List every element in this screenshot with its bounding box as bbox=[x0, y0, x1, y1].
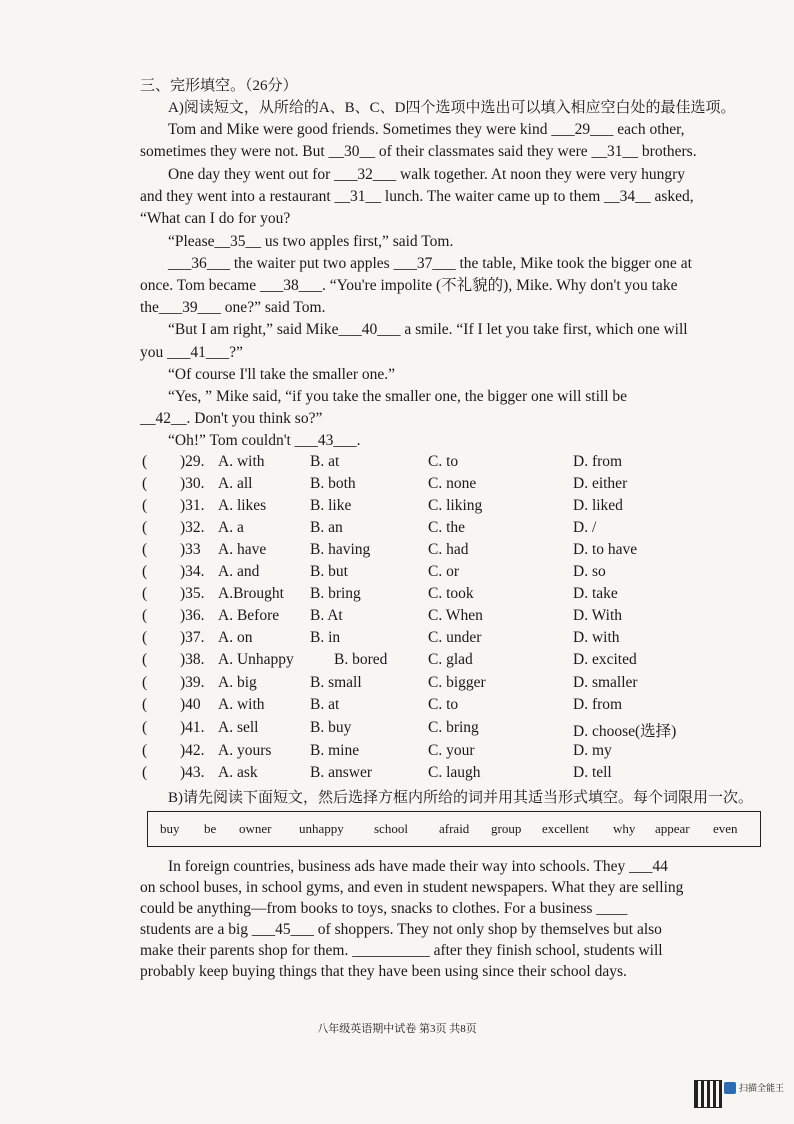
option-d: D. from bbox=[573, 696, 623, 713]
answer-bracket: ( bbox=[142, 585, 148, 602]
question-number: )32. bbox=[180, 519, 205, 536]
option-c: C. liking bbox=[428, 497, 483, 514]
option-a: A. and bbox=[218, 563, 260, 580]
answer-bracket: ( bbox=[142, 719, 148, 736]
option-b: B. small bbox=[310, 674, 362, 691]
option-a: A. have bbox=[218, 541, 267, 558]
option-d: D. With bbox=[573, 607, 623, 624]
option-d: D. my bbox=[573, 742, 612, 759]
word-box-item: school bbox=[374, 821, 408, 836]
answer-bracket: ( bbox=[142, 453, 148, 470]
option-b: B. in bbox=[310, 629, 341, 646]
answer-bracket: ( bbox=[142, 497, 148, 514]
option-d: D. liked bbox=[573, 497, 623, 514]
passage-a-line: once. Tom became ___38___. “You're impolite (不礼貌的), Mike. Why don't you take bbox=[140, 277, 678, 294]
option-b: B. but bbox=[310, 563, 348, 580]
question-row bbox=[0, 519, 794, 541]
option-a: A. ask bbox=[218, 764, 258, 781]
option-a: A.Brought bbox=[218, 585, 284, 602]
word-box-item: unhappy bbox=[299, 821, 344, 836]
word-box-item: even bbox=[713, 821, 738, 836]
question-number: )41. bbox=[180, 719, 205, 736]
question-row bbox=[0, 475, 794, 497]
option-d: D. tell bbox=[573, 764, 612, 781]
question-row bbox=[0, 696, 794, 718]
scanner-app-name: 扫描全能王 bbox=[739, 1083, 785, 1093]
passage-a-line: “Yes, ” Mike said, “if you take the smaller one, the bigger one will still be bbox=[168, 388, 628, 405]
option-a: A. a bbox=[218, 519, 244, 536]
option-c: C. took bbox=[428, 585, 474, 602]
option-d: D. from bbox=[573, 453, 623, 470]
option-b: B. at bbox=[310, 453, 340, 470]
answer-bracket: ( bbox=[142, 742, 148, 759]
answer-bracket: ( bbox=[142, 563, 148, 580]
option-c: C. the bbox=[428, 519, 466, 536]
option-a: A. Before bbox=[218, 607, 280, 624]
question-row bbox=[0, 563, 794, 585]
part-a-instruction: A)阅读短文，从所给的A、B、C、D四个选项中选出可以填入相应空白处的最佳选项。 bbox=[168, 100, 736, 116]
question-row bbox=[0, 674, 794, 696]
option-d: D. with bbox=[573, 629, 620, 646]
option-c: C. laugh bbox=[428, 764, 481, 781]
option-d: D. / bbox=[573, 519, 597, 536]
question-number: )33 bbox=[180, 541, 201, 558]
option-c: C. bigger bbox=[428, 674, 486, 691]
answer-bracket: ( bbox=[142, 607, 148, 624]
answer-bracket: ( bbox=[142, 696, 148, 713]
option-a: A. big bbox=[218, 674, 257, 691]
passage-a-line: the___39___ one?” said Tom. bbox=[140, 299, 326, 316]
passage-a-line: and they went into a restaurant __31__ lunch. The waiter came up to them __34__ asked, bbox=[140, 188, 694, 205]
word-box-item: why bbox=[613, 821, 636, 836]
question-number: )30. bbox=[180, 475, 205, 492]
word-box bbox=[147, 811, 761, 847]
page-footer: 八年级英语期中试卷 第3页 共8页 bbox=[317, 1023, 477, 1035]
passage-a-line: Tom and Mike were good friends. Sometimes they were kind ___29___ each other, bbox=[168, 121, 685, 138]
option-a: A. all bbox=[218, 475, 253, 492]
qr-code-icon bbox=[694, 1080, 722, 1108]
option-b: B. bring bbox=[310, 585, 361, 602]
question-row bbox=[0, 497, 794, 519]
question-row bbox=[0, 629, 794, 651]
passage-a-line: ___36___ the waiter put two apples ___37___ the table, Mike took the bigger one at bbox=[168, 255, 692, 272]
question-number: )42. bbox=[180, 742, 205, 759]
passage-b-line: probably keep buying things that they have been using since their school days. bbox=[140, 963, 627, 980]
option-b: B. like bbox=[310, 497, 352, 514]
word-box-item: be bbox=[204, 821, 217, 836]
answer-bracket: ( bbox=[142, 475, 148, 492]
option-d: D. smaller bbox=[573, 674, 638, 691]
option-a: A. on bbox=[218, 629, 253, 646]
question-number: )38. bbox=[180, 651, 205, 668]
section-title: 三、完形填空。（26分） bbox=[140, 78, 298, 94]
passage-b-line: In foreign countries, business ads have made their way into schools. They ___44 bbox=[168, 858, 668, 875]
question-row bbox=[0, 453, 794, 475]
question-number: )35. bbox=[180, 585, 205, 602]
option-b: B. mine bbox=[310, 742, 360, 759]
option-b: B. having bbox=[310, 541, 371, 558]
passage-a-line: __42__. Don't you think so?” bbox=[140, 410, 323, 427]
option-b: B. At bbox=[310, 607, 343, 624]
part-b-instruction: B)请先阅读下面短文，然后选择方框内所给的词并用其适当形式填空。每个词限用一次。 bbox=[168, 790, 754, 806]
passage-b-line: on school buses, in school gyms, and even in student newspapers. What they are selling bbox=[140, 879, 684, 896]
answer-bracket: ( bbox=[142, 629, 148, 646]
option-c: C. your bbox=[428, 742, 475, 759]
option-d: D. to have bbox=[573, 541, 638, 558]
option-a: A. Unhappy bbox=[218, 651, 294, 668]
option-c: C. bring bbox=[428, 719, 479, 736]
question-number: )39. bbox=[180, 674, 205, 691]
passage-a-line: “What can I do for you? bbox=[140, 210, 291, 227]
passage-b-line: make their parents shop for them. __________ after they finish school, students will bbox=[140, 942, 663, 959]
question-row bbox=[0, 541, 794, 563]
option-b: B. answer bbox=[310, 764, 372, 781]
word-box-item: buy bbox=[160, 821, 180, 836]
option-d: D. excited bbox=[573, 651, 637, 668]
option-a: A. likes bbox=[218, 497, 267, 514]
passage-a-line: “But I am right,” said Mike___40___ a smile. “If I let you take first, which one will bbox=[168, 321, 688, 338]
option-b: B. bored bbox=[334, 651, 388, 668]
passage-a-line: “Please__35__ us two apples first,” said Tom. bbox=[168, 233, 454, 250]
passage-b-line: students are a big ___45___ of shoppers. They not only shop by themselves but also bbox=[140, 921, 662, 938]
passage-a-line: “Oh!” Tom couldn't ___43___. bbox=[168, 432, 361, 449]
option-c: C. glad bbox=[428, 651, 473, 668]
option-d: D. so bbox=[573, 563, 606, 580]
option-b: B. both bbox=[310, 475, 356, 492]
question-number: )36. bbox=[180, 607, 205, 624]
option-a: A. sell bbox=[218, 719, 259, 736]
word-box-item: excellent bbox=[542, 821, 589, 836]
option-a: A. with bbox=[218, 696, 265, 713]
answer-bracket: ( bbox=[142, 651, 148, 668]
question-number: )43. bbox=[180, 764, 205, 781]
option-c: C. or bbox=[428, 563, 459, 580]
question-row bbox=[0, 719, 794, 741]
question-number: )34. bbox=[180, 563, 205, 580]
option-b: B. an bbox=[310, 519, 343, 536]
passage-a-line: One day they went out for ___32___ walk together. At noon they were very hungry bbox=[168, 166, 685, 183]
question-number: )40 bbox=[180, 696, 201, 713]
passage-a-line: “Of course I'll take the smaller one.” bbox=[168, 366, 396, 383]
option-c: C. to bbox=[428, 453, 459, 470]
word-box-item: afraid bbox=[439, 821, 470, 836]
question-row bbox=[0, 651, 794, 673]
option-d: D. choose(选择) bbox=[573, 723, 677, 740]
option-b: B. at bbox=[310, 696, 340, 713]
answer-bracket: ( bbox=[142, 674, 148, 691]
passage-a-line: you ___41___?” bbox=[140, 344, 243, 361]
question-row bbox=[0, 742, 794, 764]
question-row bbox=[0, 764, 794, 786]
word-box-item: appear bbox=[655, 821, 690, 836]
question-number: )37. bbox=[180, 629, 205, 646]
answer-bracket: ( bbox=[142, 764, 148, 781]
scanner-watermark bbox=[694, 1080, 785, 1110]
option-b: B. buy bbox=[310, 719, 352, 736]
word-box-item: group bbox=[491, 821, 522, 836]
passage-a-line: sometimes they were not. But __30__ of their classmates said they were __31__ brothers. bbox=[140, 143, 697, 160]
answer-bracket: ( bbox=[142, 519, 148, 536]
passage-b-line: could be anything—from books to toys, snacks to clothes. For a business ____ bbox=[140, 900, 628, 917]
option-a: A. with bbox=[218, 453, 265, 470]
option-a: A. yours bbox=[218, 742, 272, 759]
word-box-item: owner bbox=[239, 821, 272, 836]
option-d: D. take bbox=[573, 585, 618, 602]
option-c: C. under bbox=[428, 629, 482, 646]
option-c: C. had bbox=[428, 541, 469, 558]
question-row bbox=[0, 607, 794, 629]
option-d: D. either bbox=[573, 475, 628, 492]
camscanner-logo-icon bbox=[724, 1082, 736, 1094]
answer-bracket: ( bbox=[142, 541, 148, 558]
option-c: C. When bbox=[428, 607, 483, 624]
option-c: C. to bbox=[428, 696, 459, 713]
question-number: )31. bbox=[180, 497, 205, 514]
question-row bbox=[0, 585, 794, 607]
option-c: C. none bbox=[428, 475, 477, 492]
question-number: )29. bbox=[180, 453, 205, 470]
